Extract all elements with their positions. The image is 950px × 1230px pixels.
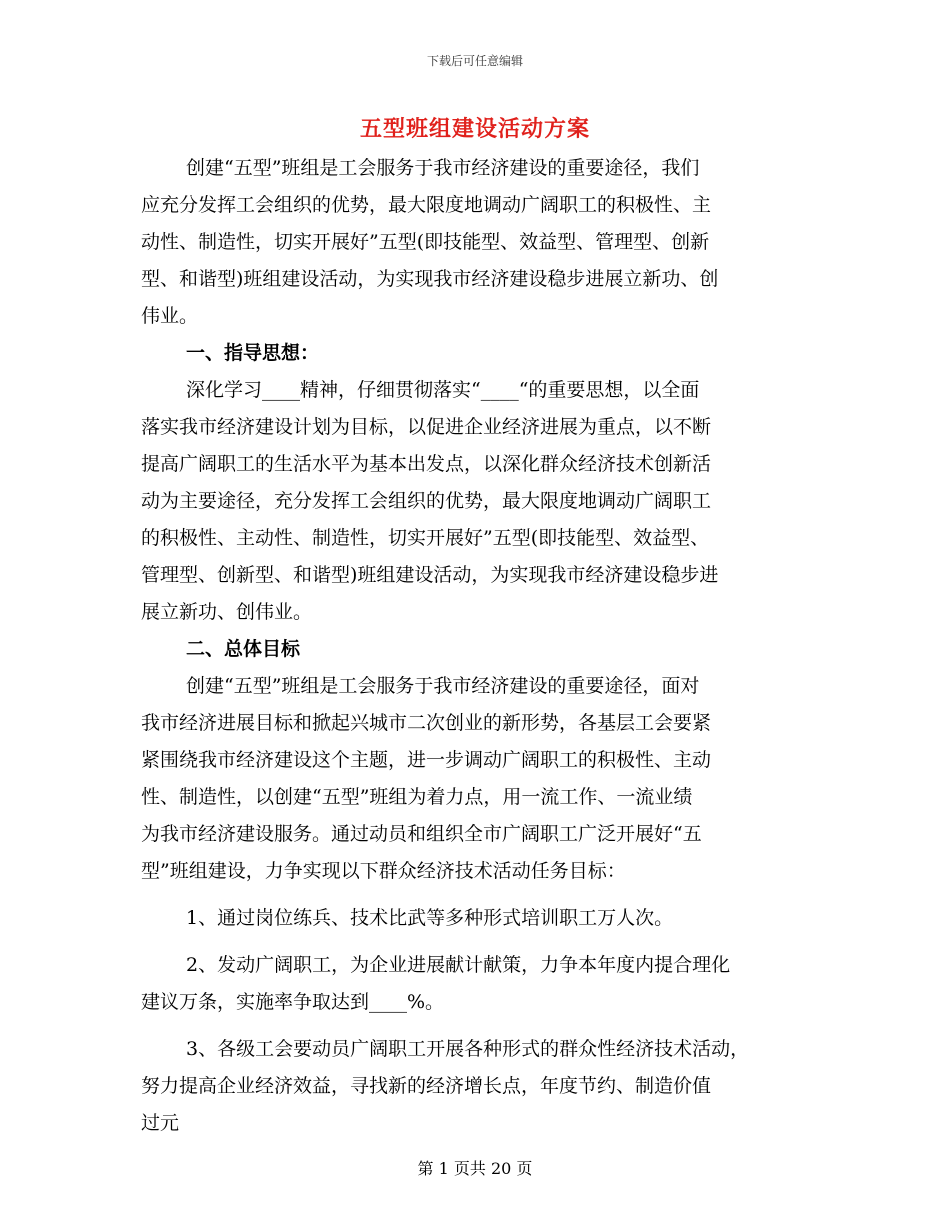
page-number-footer: 第 1 页共 20 页 — [417, 1159, 533, 1178]
section1-line: 深化学习____精神，仔细贯彻落实“____“的重要思想，以全面 — [186, 379, 700, 401]
section1-line: 展立新功、创伟业。 — [141, 601, 313, 623]
intro-line: 动性、制造性，切实开展好”五型(即技能型、效益型、管理型、创新 — [141, 231, 710, 253]
page-header-note: 下载后可任意编辑 — [426, 54, 523, 68]
goal-item-1: 1、通过岗位练兵、技术比武等多种形式培训职工万人次。 — [186, 907, 674, 929]
section2-line: 创建“五型”班组是工会服务于我市经济建设的重要途径，面对 — [186, 675, 700, 697]
document-body — [141, 150, 813, 1142]
document-title: 五型班组建设活动方案 — [359, 116, 590, 142]
section1-line: 管理型、创新型、和谐型)班组建设活动，为实现我市经济建设稳步进 — [141, 564, 719, 586]
goal-item-3-line: 努力提高企业经济效益，寻找新的经济增长点，年度节约、制造价值 — [141, 1075, 712, 1097]
section1-line: 的积极性、主动性、制造性，切实开展好”五型(即技能型、效益型、 — [141, 527, 710, 549]
goal-item-3-line: 3、各级工会要动员广阔职工开展各种形式的群众性经济技术活动， — [186, 1038, 750, 1060]
section2-line: 我市经济进展目标和掀起兴城市二次创业的新形势，各基层工会要紧 — [141, 712, 712, 734]
section2-line: 型”班组建设，力争实现以下群众经济技术活动任务目标： — [141, 860, 626, 882]
section1-line: 动为主要途径，充分发挥工会组织的优势，最大限度地调动广阔职工 — [141, 490, 712, 512]
goal-item-3-line: 过元 — [141, 1112, 180, 1134]
section2-line: 为我市经济建设服务。通过动员和组织全市广阔职工广泛开展好“五 — [141, 823, 702, 845]
section2-line: 紧围绕我市经济建设这个主题，进一步调动广阔职工的积极性、主动 — [141, 749, 712, 771]
goal-item-2-line: 2、发动广阔职工，为企业进展献计献策，力争本年度内提合理化 — [186, 954, 731, 976]
intro-line: 伟业。 — [141, 305, 199, 327]
intro-line: 型、和谐型)班组建设活动，为实现我市经济建设稳步进展立新功、创 — [141, 268, 719, 290]
section2-line: 性、制造性，以创建“五型”班组为着力点，用一流工作、一流业绩 — [141, 786, 693, 808]
section-heading-overall-goal: 二、总体目标 — [186, 638, 301, 660]
intro-line: 应充分发挥工会组织的优势，最大限度地调动广阔职工的积极性、主 — [141, 194, 712, 216]
intro-line: 创建“五型”班组是工会服务于我市经济建设的重要途径，我们 — [186, 157, 700, 179]
section-heading-guiding-thought: 一、指导思想： — [186, 342, 320, 364]
goal-item-2-line: 建议万条，实施率争取达到____%。 — [141, 991, 445, 1013]
section1-line: 提高广阔职工的生活水平为基本出发点，以深化群众经济技术创新活 — [141, 453, 712, 475]
section1-line: 落实我市经济建设计划为目标，以促进企业经济进展为重点，以不断 — [141, 416, 712, 438]
